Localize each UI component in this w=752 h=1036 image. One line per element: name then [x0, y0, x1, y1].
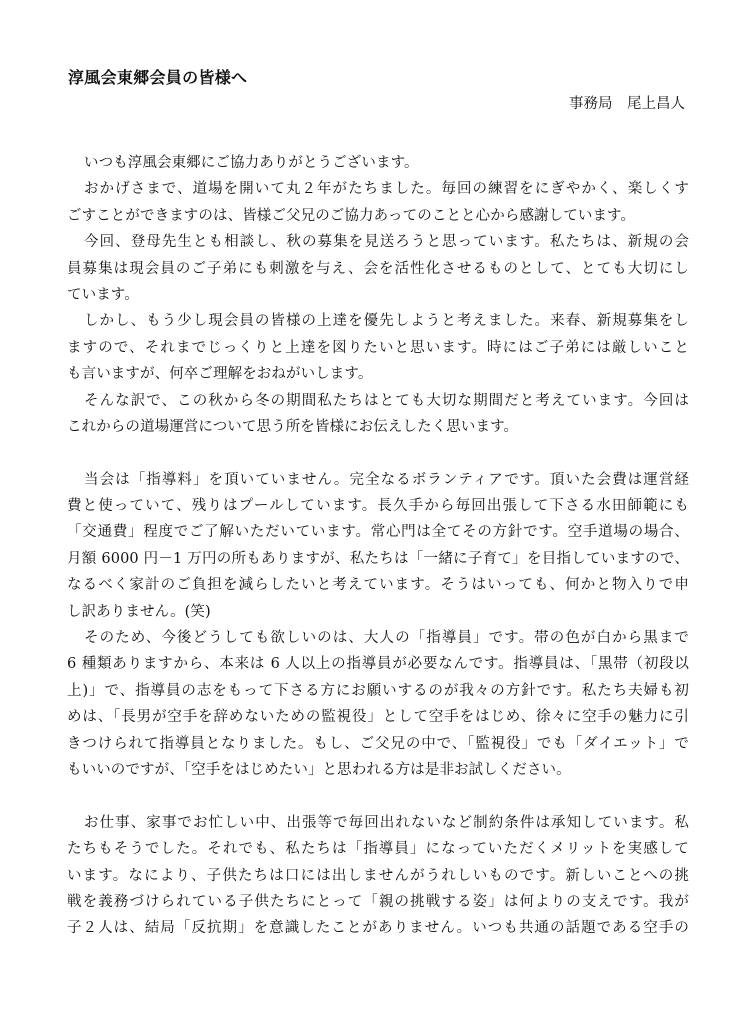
- body-line: お仕事、家事でお忙しい中、出張等で毎回出れないなど制約条件は承知しています。私: [84, 814, 689, 831]
- body-line: なるべく家計のご負担を減らしたいと考えています。そうはいっても、何かと物入りで申: [67, 577, 689, 594]
- body-line: たちもそうでした。それでも、私たちは「指導員」になっていただくメリットを実感して: [67, 841, 689, 858]
- body-line: 員募集は現会員のご子弟にも刺激を与え、会を活性化させるものとして、とても大切にし: [67, 260, 689, 277]
- letter-title: 淳風会東郷会員の皆様へ: [68, 68, 248, 87]
- body-line: ています。: [67, 286, 139, 303]
- body-line: 6 種類ありますから、本来は 6 人以上の指導員が必要なんです。指導員は、「黒帯（初段以: [67, 656, 689, 673]
- body-line: そのため、今後どうしても欲しいのは、大人の「指導員」です。帯の色が白から黒まで: [84, 630, 689, 647]
- body-line: おかげさまで、道場を開いて丸２年がたちました。毎回の練習をにぎやかく、楽しくす: [84, 181, 689, 198]
- body-line: います。なにより、子供たちは口には出しませんがうれしいものです。新しいことへの挑: [67, 867, 689, 884]
- letter-body: [67, 150, 689, 942]
- body-line: 「交通費」程度でご了解いただいています。常心門は全てその方針です。空手道場の場合、: [67, 524, 689, 541]
- paragraph-gap: [67, 440, 689, 466]
- body-line: 月額 6000 円－1 万円の所もありますが、私たちは「一緒に子育て」を目指していますので、: [67, 550, 689, 567]
- body-line: いつも淳風会東郷にご協力ありがとうございます。: [84, 155, 419, 171]
- body-line: 当会は「指導料」を頂いていません。完全なるボランティアです。頂いた会費は運営経: [84, 471, 689, 488]
- body-line: 費と使っていて、残りはプールしています。長久手から毎回出張して下さる水田師範にも: [67, 498, 689, 515]
- body-line: そんな訳で、この秋から冬の期間私たちはとても大切な期間だと考えています。今回は: [84, 392, 689, 409]
- body-line: 上)」で、指導員の志をもって下さる方にお願いするのが我々の方針です。私たち夫婦も初: [67, 682, 689, 699]
- body-line: これからの道場運営について思う所を皆様にお伝えしたく思います。: [67, 418, 519, 435]
- body-line: 今回、登母先生とも相談し、秋の募集を見送ろうと思っています。私たちは、新規の会: [84, 234, 689, 251]
- body-line: し訳ありません。(笑): [67, 603, 211, 620]
- body-line: めは、「長男が空手を辞めないための監視役」として空手をはじめ、徐々に空手の魅力に引: [67, 709, 689, 726]
- body-line: も言いますが、何卒ご理解をおねがいします。: [67, 366, 373, 383]
- body-line: しかし、もう少し現会員の皆様の上達を優先しようと考えました。来春、新規募集をし: [84, 313, 689, 330]
- body-line: きつけられて指導員となりました。もし、ご父兄の中で、「監視役」でも「ダイエット」で: [67, 735, 689, 752]
- body-line: 戦を義務づけられている子供たちにとって「親の挑戦する姿」は何よりの支えです。我が: [67, 893, 689, 910]
- paragraph-gap: [67, 783, 689, 809]
- body-line: ますので、それまでじっくりと上達を図りたいと思います。時にはご子弟には厳しいこと: [67, 339, 689, 356]
- body-line: もいいのですが、「空手をはじめたい」と思われる方は是非お試しください。: [67, 761, 571, 778]
- body-line: ごすことができますのは、皆様ご父兄のご協力あってのことと心から感謝しています。: [67, 207, 636, 224]
- sender-signature: 事務局 尾上昌人: [569, 96, 685, 112]
- body-line: 子２人は、結局「反抗期」を意識したことがありません。いつも共通の話題である空手の: [67, 920, 689, 937]
